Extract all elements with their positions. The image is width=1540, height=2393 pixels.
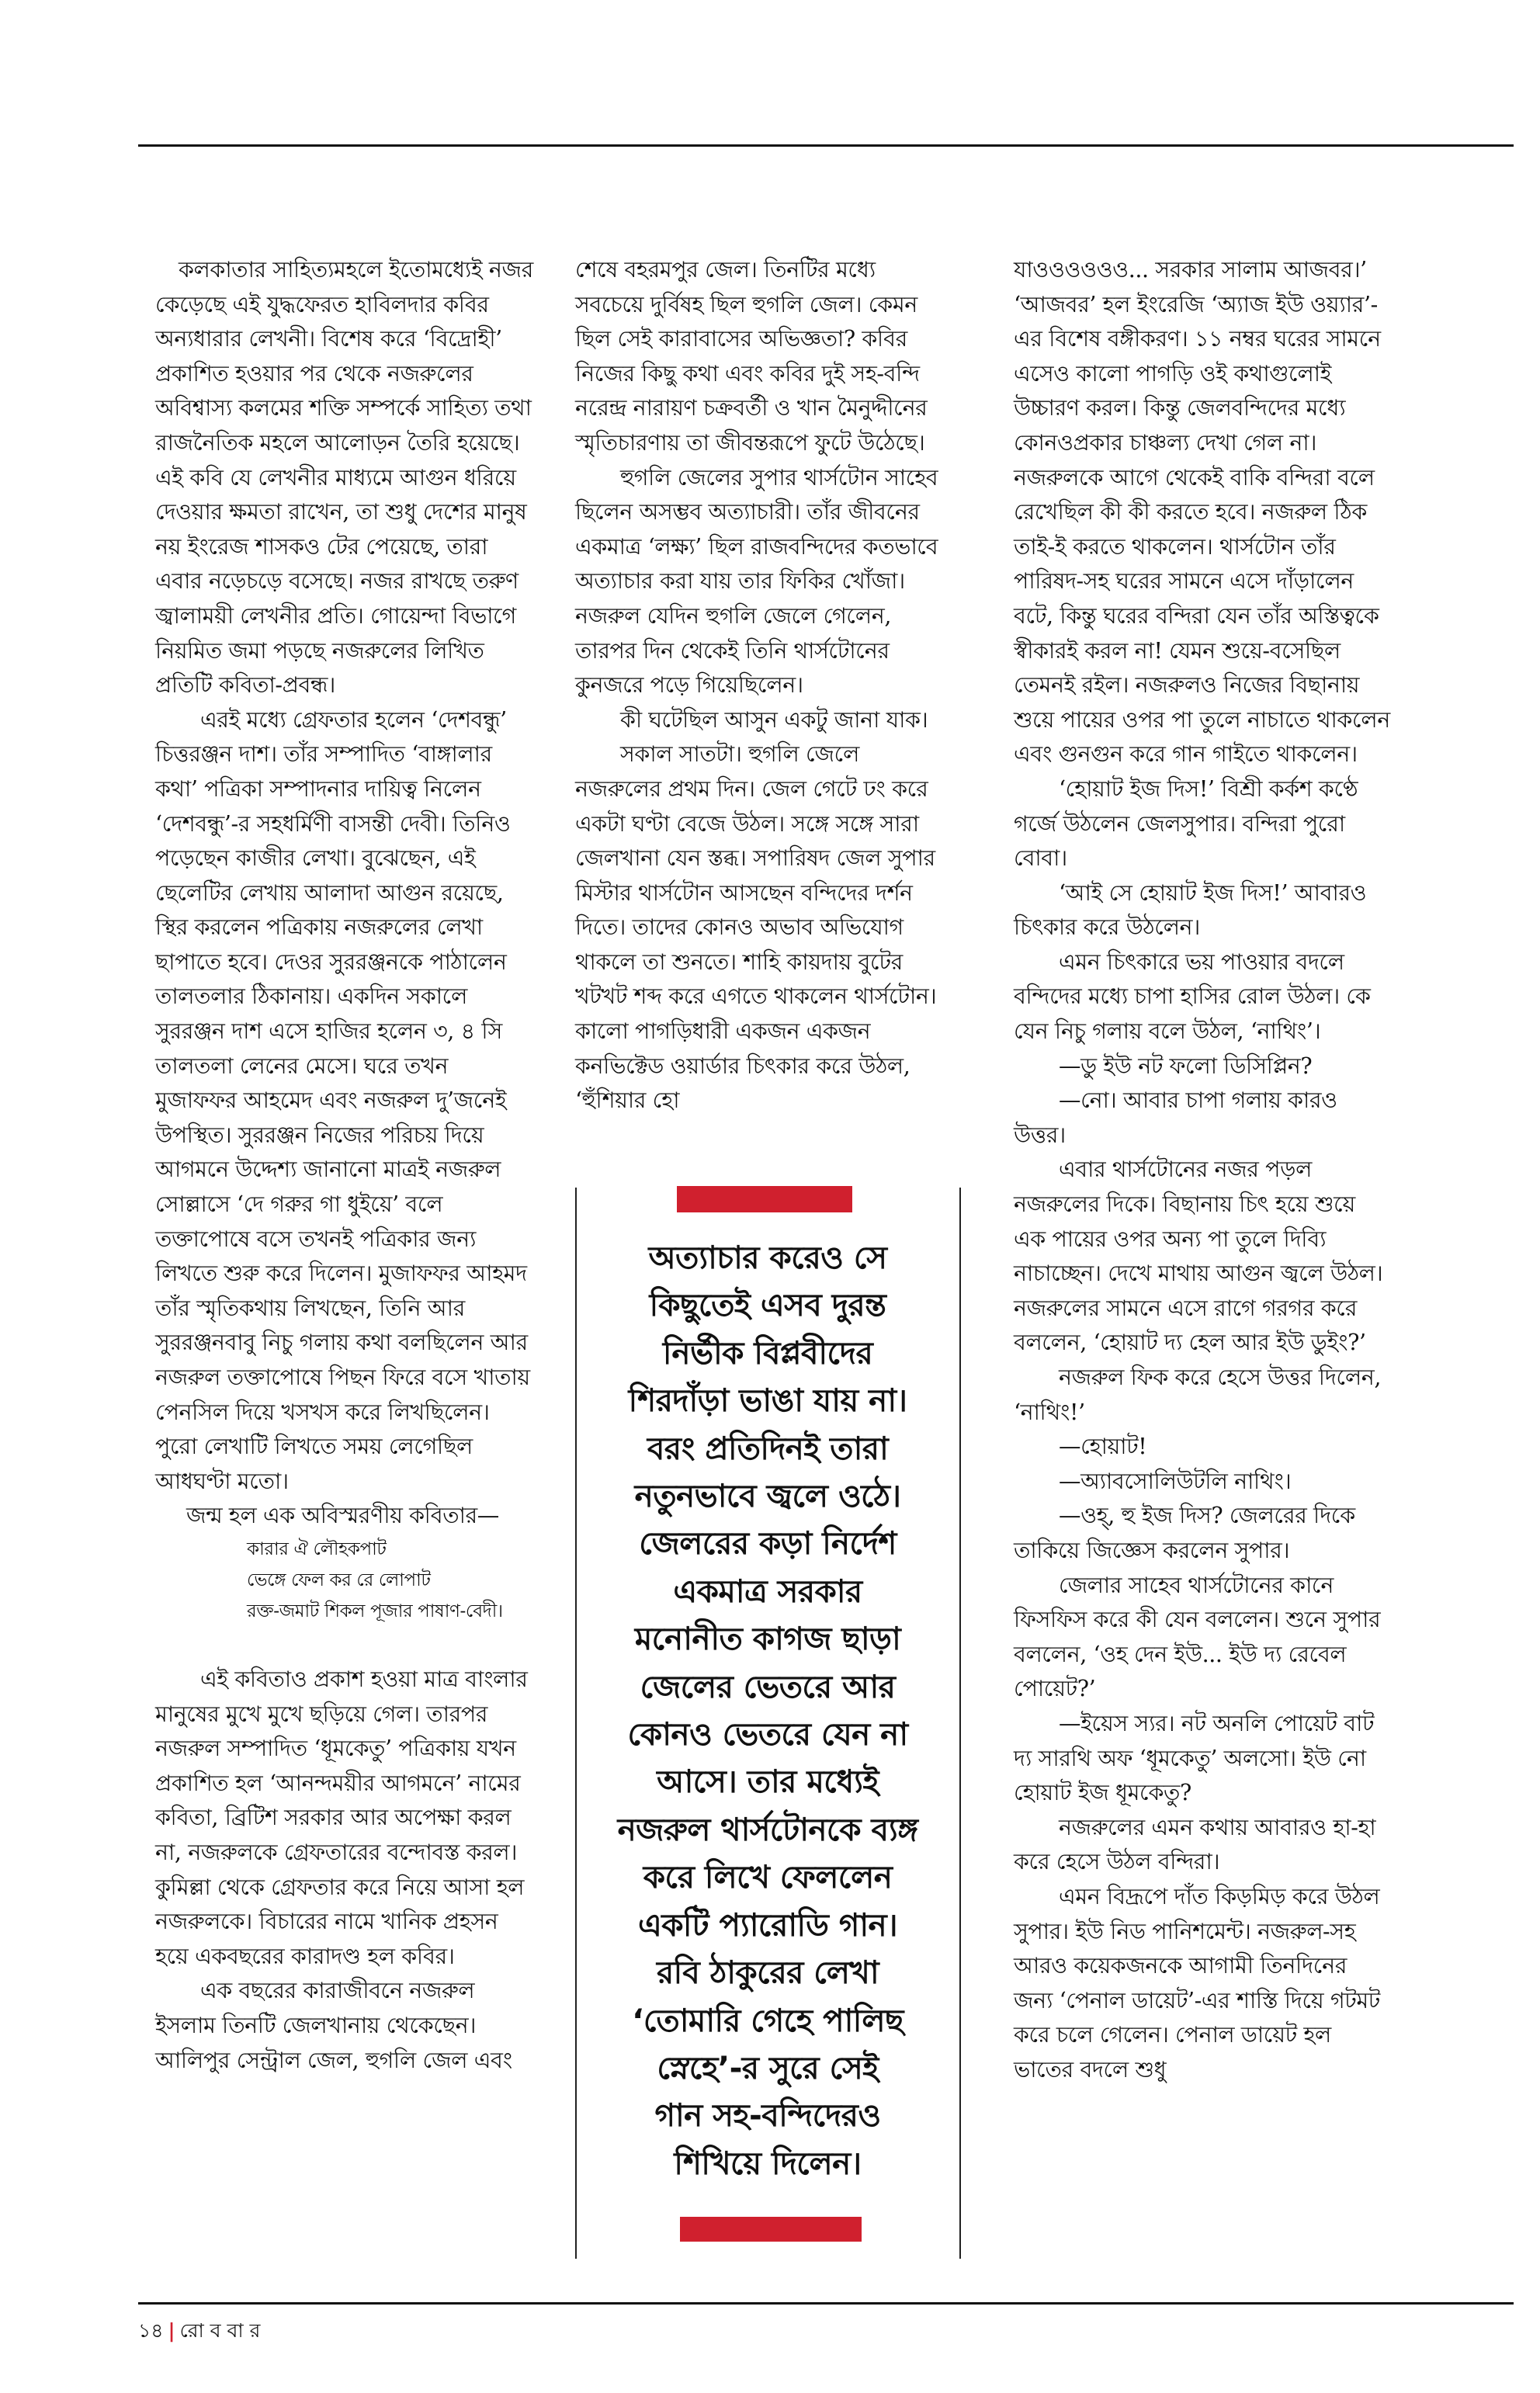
pullquote-left-rule <box>575 1188 577 2259</box>
paragraph: এমন চিৎকারে ভয় পাওয়ার বদলে বন্দিদের মধ্যে চাপা হাসির রোল উঠল। কে যেন নিচু গলায় বলে উঠল, ‘নাথিং’। <box>1014 949 1371 1045</box>
pullquote-bottom-bar <box>680 2217 862 2242</box>
pullquote-line: নজরুল থার্সটোনকে ব্যঙ্গ <box>617 1810 918 1848</box>
paragraph: —ডু ইউ নট ফলো ডিসিপ্লিন? <box>1059 1053 1313 1079</box>
poem-intro: জন্ম হল এক অবিস্মরণীয় কবিতার— <box>186 1503 499 1529</box>
pullquote-line: একটি প্যারোডি গান। <box>637 1906 897 1944</box>
paragraph: নজরুলের এমন কথায় আবারও হা-হা করে হেসে উঠল বন্দিরা। <box>1014 1814 1376 1875</box>
poem-line: ভেঙ্গে ফেল কর রে লোপাট <box>247 1569 431 1590</box>
paragraph: এই কবিতাও প্রকাশ হওয়া মাত্র বাংলার মানুষের মুখে মুখে ছড়িয়ে গেল। তারপর নজরুল সম্পাদিত ‘ধূমকেতু’ পত্রিকায় যখন প্রকাশিত হল ‘আনন্দময়ীর আগমনে’ নামের কবিতা, ব্রিটিশ সরকার আর অপেক্ষা করল না, নজরুলকে গ্রেফতারের বন্দোবস্ত করল। কুমিল্লা থেকে গ্রেফতার করে নিয়ে আসা হল নজরুলকে। বিচারের নামে খানিক প্রহসন হয়ে একবছরের কারাদণ্ড হল কবির। <box>155 1666 528 1969</box>
pullquote-top-bar <box>677 1186 852 1212</box>
pullquote-line: একমাত্র সরকার <box>673 1572 862 1610</box>
poem-line: কারার ঐ লৌহকপাট <box>247 1538 387 1559</box>
paragraph: —ওহ্, হু ইজ দিস? জেলরের দিকে তাকিয়ে জিজ্ঞেস করলেন সুপার। <box>1014 1503 1355 1563</box>
pullquote-line: রবি ঠাকুরের লেখা <box>656 1954 879 1992</box>
pullquote-line: গান সহ-বন্দিদেরও <box>654 2096 881 2135</box>
paragraph: এবার থার্সটোনের নজর পড়ল নজরুলের দিকে। বিছানায় চিৎ হয়ে শুয়ে এক পায়ের ওপর অন্য পা তুলে দিব্যি নাচাচ্ছেন। দেখে মাথায় আগুন জ্বলে উঠল। নজরুলের সামনে এসে রাগে গরগর করে বললেন, ‘হোয়াট দ্য হেল আর ইউ ডুইং?’ <box>1014 1157 1383 1356</box>
magazine-name: রো ব বা র <box>179 2319 261 2342</box>
pullquote <box>584 1234 952 2187</box>
poem-line: রক্ত-জমাট শিকল পূজার পাষাণ-বেদী। <box>247 1601 503 1621</box>
pullquote-line: আসে। তার মধ্যেই <box>657 1763 879 1801</box>
pullquote-line: বরং প্রতিদিনই তারা <box>647 1429 889 1467</box>
footer-rule <box>138 2302 1514 2305</box>
paragraph: ‘আই সে হোয়াট ইজ দিস!’ আবারও চিৎকার করে উঠলেন। <box>1014 879 1367 941</box>
pullquote-line: মনোনীত কাগজ ছাড়া <box>634 1620 901 1658</box>
paragraph: —অ্যাবসোলিউটলি নাথিং। <box>1059 1468 1292 1494</box>
footer-separator: | <box>168 2319 175 2342</box>
pullquote-right-rule <box>959 1188 961 2259</box>
paragraph: —নো। আবার চাপা গলায় কারও উত্তর। <box>1014 1087 1337 1148</box>
pullquote-line: শিখিয়ে দিলেন। <box>674 2144 862 2182</box>
paragraph: সকাল সাতটা। হুগলি জেলে নজরুলের প্রথম দিন। জেল গেটে ঢং করে একটা ঘণ্টা বেজে উঠল। সঙ্গে সঙ্গে সারা জেলখানা যেন স্তব্ধ। সপারিষদ জেল সুপার মিস্টার থার্সটোন আসছেন বন্দিদের দর্শন দিতে। তাদের কোনও অভাব অভিযোগ থাকলে তা শুনতে। শাহি কায়দায় বুটের খটখট শব্দ করে এগতে থাকলেন থার্সটোন। কালো পাগড়িধারী একজন একজন কনভিক্টেড ওয়ার্ডার চিৎকার করে উঠল, ‘হুঁশিয়ার হো <box>575 741 937 1114</box>
pullquote-line: স্নেহে’-র সুরে সেই <box>657 2048 879 2086</box>
pullquote-line: ‘তোমারি গেহে পালিছ <box>632 2001 904 2039</box>
paragraph: এমন বিদ্রূপে দাঁত কিড়মিড় করে উঠল সুপার। ইউ নিড পানিশমেন্ট। নজরুল-সহ আরও কয়েকজনকে আগামী তিনদিনের জন্য ‘পেনাল ডায়েট’-এর শাস্তি দিয়ে গটমট করে চলে গেলেন। পেনাল ডায়েট হল ভাতের বদলে শুধু <box>1014 1883 1380 2083</box>
paragraph: ‘হোয়াট ইজ দিস!’ বিশ্রী কর্কশ কণ্ঠে গর্জে উঠলেন জেলসুপার। বন্দিরা পুরো বোবা। <box>1014 775 1358 872</box>
paragraph: যাওওওওওও... সরকার সালাম আজবর।’ ‘আজবর’ হল ইংরেজি ‘অ্যাজ ইউ ওয়্যার’-এর বিশেষ বঙ্গীকরণ। ১১ নম্বর ঘরের সামনে এসেও কালো পাগড়ি ওই কথাগুলোই উচ্চারণ করল। কিন্তু জেলবন্দিদের মধ্যে কোনওপ্রকার চাঞ্চল্য দেখা গেল না। নজরুলকে আগে থেকেই বাকি বন্দিরা বলে রেখেছিল কী কী করতে হবে। নজরুল ঠিক তাই-ই করতে থাকলেন। থার্সটোন তাঁর পারিষদ-সহ ঘরের সামনে এসে দাঁড়ালেন বটে, কিন্তু ঘরের বন্দিরা যেন তাঁর অস্তিত্বকে স্বীকারই করল না! যেমন শুয়ে-বসেছিল তেমনই রইল। নজরুলও নিজের বিছানায় শুয়ে পায়ের ওপর পা তুলে নাচাতে থাকলেন এবং গুনগুন করে গান গাইতে থাকলেন। <box>1014 257 1390 768</box>
page-footer <box>138 2317 260 2345</box>
pullquote-line: কোনও ভেতরে যেন না <box>627 1715 908 1753</box>
paragraph: শেষে বহরমপুর জেল। তিনটির মধ্যে সবচেয়ে দুর্বিষহ ছিল হুগলি জেল। কেমন ছিল সেই কারাবাসের অভিজ্ঞতা? কবির নিজের কিছু কথা এবং কবির দুই সহ-বন্দি নরেন্দ্র নারায়ণ চক্রবর্তী ও খান মৈনুদ্দীনের স্মৃতিচারণায় তা জীবন্তরূপে ফুটে উঠেছে। <box>575 257 928 456</box>
paragraph: —ইয়েস স্যর। নট অনলি পোয়েট বাট দ্য সারথি অফ ‘ধূমকেতু’ অলসো। ইউ নো হোয়াট ইজ ধূমকেতু? <box>1014 1710 1375 1806</box>
pullquote-line: করে লিখে ফেললেন <box>643 1858 893 1896</box>
pullquote-line: নির্ভীক বিপ্লবীদের <box>662 1333 873 1372</box>
article-column-1 <box>155 253 536 2078</box>
pullquote-line: জেলের ভেতরে আর <box>640 1667 896 1705</box>
article-column-3 <box>1014 253 1391 2087</box>
article-column-2 <box>575 253 948 1118</box>
paragraph: এক বছরের কারাজীবনে নজরুল ইসলাম তিনটি জেলখানায় থেকেছেন। আলিপুর সেন্ট্রাল জেল, হুগলি জেল এবং <box>155 1978 512 2073</box>
page-number: ১৪ <box>138 2319 164 2342</box>
header-rule <box>138 144 1514 147</box>
paragraph: কলকাতার সাহিত্যমহলে ইতোমধ্যেই নজর কেড়েছে এই যুদ্ধফেরত হাবিলদার কবির অন্যধারার লেখনী। বিশেষ করে ‘বিদ্রোহী’ প্রকাশিত হওয়ার পর থেকে নজরুলের অবিশ্বাস্য কলমের শক্তি সম্পর্কে সাহিত্য তথা রাজনৈতিক মহলে আলোড়ন তৈরি হয়েছে। এই কবি যে লেখনীর মাধ্যমে আগুন ধরিয়ে দেওয়ার ক্ষমতা রাখেন, তা শুধু দেশের মানুষ নয় ইংরেজ শাসকও টের পেয়েছে, তারা এবার নড়েচড়ে বসেছে। নজর রাখছে তরুণ জ্বালাময়ী লেখনীর প্রতি। গোয়েন্দা বিভাগে নিয়মিত জমা পড়ছে নজরুলের লিখিত প্রতিটি কবিতা-প্রবন্ধ। <box>155 257 533 699</box>
paragraph: জেলার সাহেব থার্সটোনের কানে ফিসফিস করে কী যেন বললেন। শুনে সুপার বললেন, ‘ওহ দেন ইউ... ইউ দ্য রেবেল পোয়েট?’ <box>1014 1572 1381 1702</box>
pullquote-line: শিরদাঁড়া ভাঙা যায় না। <box>628 1382 907 1420</box>
paragraph: হুগলি জেলের সুপার থার্সটোন সাহেব ছিলেন অসম্ভব অত্যাচারী। তাঁর জীবনের একমাত্র ‘লক্ষ্য’ ছিল রাজবন্দিদের কতভাবে অত্যাচার করা যায় তার ফিকির খোঁজা। নজরুল যেদিন হুগলি জেলে গেলেন, তারপর দিন থেকেই তিনি থার্সটোনের কুনজরে পড়ে গিয়েছিলেন। <box>575 464 938 699</box>
pullquote-line: অত্যাচার করেও সে <box>648 1239 887 1276</box>
pullquote-line: জেলরের কড়া নির্দেশ <box>639 1524 897 1562</box>
paragraph: নজরুল ফিক করে হেসে উত্তর দিলেন, ‘নাথিং!’ <box>1014 1365 1382 1425</box>
pullquote-line: নতুনভাবে জ্বলে ওঠে। <box>634 1477 901 1515</box>
paragraph: —হোয়াট! <box>1059 1434 1147 1460</box>
paragraph: কী ঘটেছিল আসুন একটু জানা যাক। <box>620 706 928 733</box>
paragraph: এরই মধ্যে গ্রেফতার হলেন ‘দেশবন্ধু’ চিত্তরঞ্জন দাশ। তাঁর সম্পাদিত ‘বাঙ্গালার কথা’ পত্রিকা সম্পাদনার দায়িত্ব নিলেন ‘দেশবন্ধু’-র সহধর্মিণী বাসন্তী দেবী। তিনিও পড়েছেন কাজীর লেখা। বুঝেছেন, এই ছেলেটির লেখায় আলাদা আগুন রয়েছে, স্থির করলেন পত্রিকায় নজরুলের লেখা ছাপাতে হবে। দেওর সুররঞ্জনকে পাঠালেন তালতলার ঠিকানায়। একদিন সকালে সুররঞ্জন দাশ এসে হাজির হলেন ৩, ৪ সি তালতলা লেনের মেসে। ঘরে তখন মুজাফফর আহমেদ এবং নজরুল দু’জনেই উপস্থিত। সুররঞ্জন নিজের পরিচয় দিয়ে আগমনে উদ্দেশ্য জানানো মাত্রই নজরুল সোল্লাসে ‘দে গরুর গা ধুইয়ে’ বলে তক্তাপোষে বসে তখনই পত্রিকার জন্য লিখতে শুরু করে দিলেন। মুজাফফর আহমদ তাঁর স্মৃতিকথায় লিখছেন, তিনি আর সুররঞ্জনবাবু নিচু গলায় কথা বলছিলেন আর নজরুল তক্তাপোষে পিছন ফিরে বসে খাতায় পেনসিল দিয়ে খসখস করে লিখছিলেন। পুরো লেখাটি লিখতে সময় লেগেছিল আধঘণ্টা মতো। <box>155 706 530 1494</box>
pullquote-line: কিছুতেই এসব দুরন্ত <box>649 1286 886 1324</box>
